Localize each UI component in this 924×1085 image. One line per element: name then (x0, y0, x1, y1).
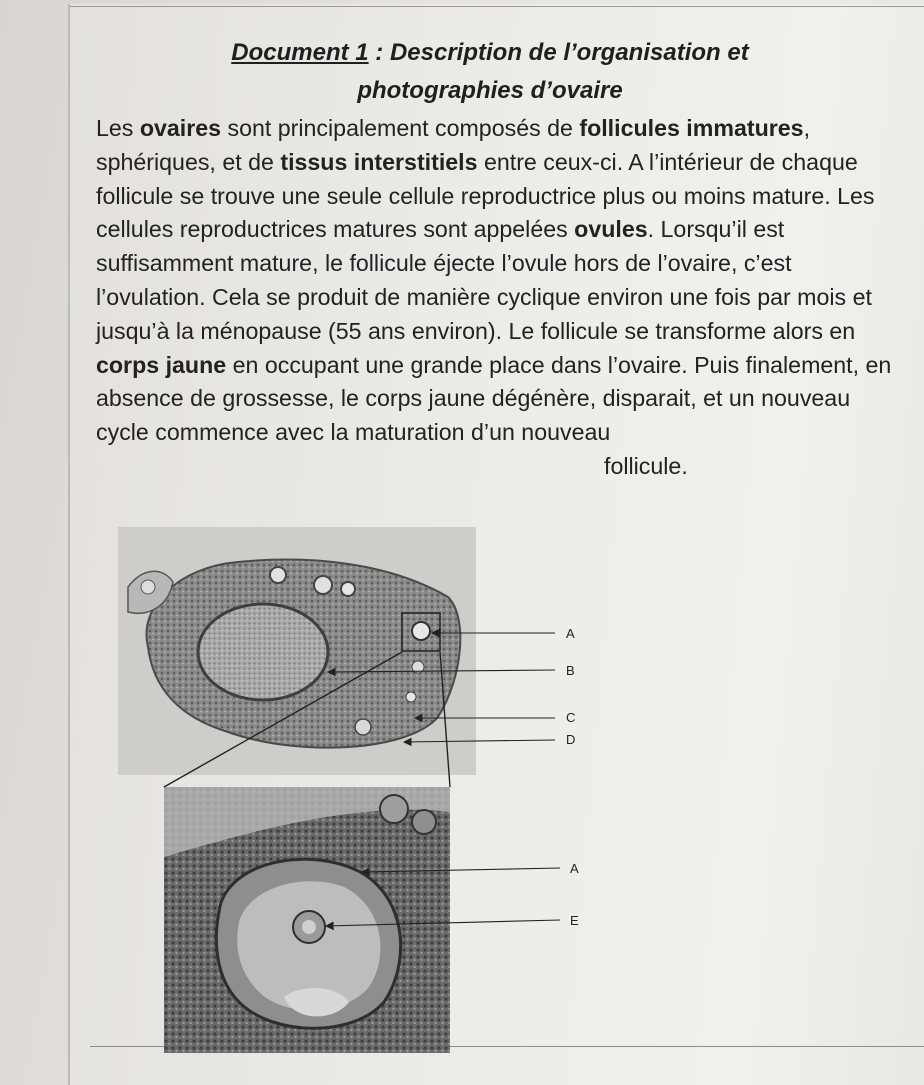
arrow-a-lower (362, 868, 560, 872)
label-arrows (326, 633, 560, 926)
label-e: E (570, 913, 579, 928)
label-c: C (566, 710, 576, 725)
paragraph-segment: . Lorsqu’il est suffisamment mature, le follicule éjecte l’ovule hors de l’ovaire, c’est l’ovulation. Cela se produit de manière cyclique environ une fois par mois et jusqu’à la ménopause (55 ans environ). Le follicule se transforme alors en (96, 216, 872, 344)
paragraph-segment: , sphériques, et de (96, 115, 811, 175)
label-a-upper: A (566, 626, 575, 641)
paragraph-segment: sont principalement composés de (221, 115, 580, 141)
label-d: D (566, 732, 576, 747)
label-b: B (566, 663, 575, 678)
label-a-lower: A (570, 861, 579, 876)
paragraph-segment: en occupant une grande place dans l’ovaire. Puis finalement, en absence de grossesse, le corps jaune dégénère, disparait, et un nouveau cycle commence avec la maturation d’un nouveau (96, 351, 892, 446)
arrow-e (326, 920, 560, 926)
bold-term: ovaires (139, 115, 222, 141)
bold-term: tissus interstitiels (280, 148, 478, 175)
zoom-connector-lines (164, 652, 450, 787)
title-line2: photographies d’ovaire (357, 77, 623, 104)
title-rest: : Description de l’organisation et (368, 39, 749, 66)
arrow-d (404, 740, 555, 742)
paragraph-last-word: follicule. (604, 452, 688, 479)
paragraph-segment: entre ceux-ci. A l’intérieur de chaque follicule se trouve une seule cellule reproductrice plus ou moins mature. Les cellules reproductrices matures sont appelées (96, 148, 875, 243)
paragraph-segment: Les (96, 115, 140, 141)
bold-term: ovules (574, 216, 648, 243)
bold-term: corps jaune (96, 351, 227, 378)
title-lead: Document 1 (231, 39, 369, 66)
bold-term: follicules immatures (579, 115, 804, 141)
